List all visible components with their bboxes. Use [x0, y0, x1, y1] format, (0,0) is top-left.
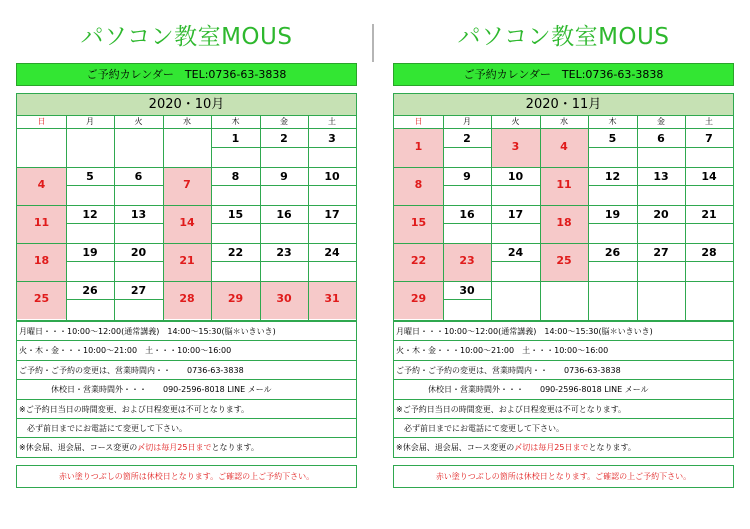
day-cell: [114, 205, 163, 243]
day-subline: [685, 223, 733, 224]
day-cell: [66, 167, 114, 205]
day-subline: [685, 185, 733, 186]
day-number: 15: [410, 216, 427, 229]
day-number: 14: [701, 170, 717, 183]
day-number: 28: [701, 246, 717, 259]
week-divider: [17, 205, 356, 206]
weekday-label: 金: [657, 117, 665, 126]
day-cell: [114, 167, 163, 205]
day-cell: [540, 281, 588, 319]
day-number: 24: [324, 246, 340, 259]
day-cell: [685, 205, 733, 243]
holiday-note: 赤い塗りつぶしの箇所は休校日となります。ご確認の上ご予約下さい。: [16, 465, 357, 488]
school-title: パソコン教室MOUS: [80, 24, 293, 50]
day-cell: [114, 243, 163, 281]
day-number: 6: [657, 132, 665, 145]
day-cell-holiday: [540, 167, 588, 205]
reservation-banner: ご予約カレンダー TEL:0736-63-3838: [16, 63, 357, 86]
day-cell: [114, 129, 163, 167]
day-number: 1: [231, 132, 240, 145]
day-subline: [114, 223, 163, 224]
day-subline: [443, 299, 491, 300]
day-subline: [588, 147, 637, 148]
day-cell: [588, 167, 637, 205]
calendar-grid: [16, 93, 357, 321]
day-number: 11: [556, 178, 572, 191]
weekday-label: 日: [37, 117, 46, 126]
week-row: [394, 129, 733, 167]
day-subline: [260, 223, 308, 224]
day-cell: [685, 129, 733, 167]
day-number: 17: [507, 208, 524, 221]
day-number: 18: [33, 254, 50, 267]
day-cell-holiday: [17, 205, 66, 243]
day-cell: [491, 205, 540, 243]
week-divider: [394, 281, 733, 282]
day-subline: [66, 223, 114, 224]
info-table: [16, 321, 357, 458]
day-number: 16: [459, 208, 475, 221]
day-cell-holiday: [17, 243, 66, 281]
day-number: 17: [324, 208, 340, 221]
column-divider: [308, 116, 309, 320]
day-number: 3: [511, 140, 520, 153]
day-cell-holiday: [491, 129, 540, 167]
day-number: 5: [608, 132, 617, 145]
weekday-label: 水: [560, 117, 568, 126]
day-number: 16: [276, 208, 292, 221]
school-title: パソコン教室MOUS: [457, 24, 670, 50]
day-cell: [308, 129, 356, 167]
day-cell: [685, 167, 733, 205]
day-cell: [308, 243, 356, 281]
day-cell-holiday: [394, 205, 443, 243]
day-cell: [260, 167, 308, 205]
day-cell: [260, 129, 308, 167]
day-number: 23: [276, 246, 292, 259]
day-number: 18: [556, 216, 572, 229]
day-number: 21: [179, 254, 195, 267]
weekday-label: 火: [134, 117, 143, 126]
day-number: 11: [33, 216, 50, 229]
day-number: 15: [227, 208, 244, 221]
day-cell-holiday: [394, 167, 443, 205]
day-subline: [211, 185, 260, 186]
day-subline: [588, 223, 637, 224]
day-number: 10: [324, 170, 340, 183]
info-row: 休校日・営業時間外・・・ 090-2596-8018 LINE メール: [17, 379, 356, 398]
column-divider: [540, 116, 541, 320]
day-cell: [211, 205, 260, 243]
day-cell-holiday: [540, 205, 588, 243]
day-subline: [685, 261, 733, 262]
day-number: 29: [227, 292, 244, 305]
day-cell: [637, 243, 685, 281]
day-number: 29: [410, 292, 427, 305]
column-divider: [260, 116, 261, 320]
day-cell: [588, 281, 637, 319]
day-cell-holiday: [443, 243, 491, 281]
day-cell-holiday: [540, 129, 588, 167]
column-divider: [685, 116, 686, 320]
day-cell: [163, 129, 211, 167]
reservation-banner: ご予約カレンダー TEL:0736-63-3838: [393, 63, 734, 86]
week-row: [394, 167, 733, 205]
week-divider: [394, 243, 733, 244]
day-number: 4: [37, 178, 46, 191]
page-divider: [372, 24, 374, 62]
day-cell: [211, 243, 260, 281]
day-cell: [260, 205, 308, 243]
day-number: 20: [653, 208, 669, 221]
day-cell-holiday: [163, 167, 211, 205]
info-table: [393, 321, 734, 458]
day-number: 21: [701, 208, 717, 221]
day-number: 24: [507, 246, 524, 259]
day-subline: [588, 261, 637, 262]
day-number: 26: [82, 284, 98, 297]
week-row: [17, 243, 356, 281]
day-number: 12: [604, 170, 621, 183]
day-number: 12: [82, 208, 98, 221]
day-subline: [66, 299, 114, 300]
day-cell-holiday: [308, 281, 356, 319]
day-number: 28: [179, 292, 195, 305]
day-subline: [637, 185, 685, 186]
day-subline: [308, 147, 356, 148]
day-cell: [66, 243, 114, 281]
day-number: 19: [82, 246, 98, 259]
calendar-grid: [393, 93, 734, 321]
day-cell: [66, 281, 114, 319]
day-number: 26: [604, 246, 621, 259]
day-subline: [211, 223, 260, 224]
weekday-label: 土: [328, 117, 336, 126]
weekday-label: 月: [463, 117, 471, 126]
day-cell: [588, 129, 637, 167]
day-cell: [637, 281, 685, 319]
day-subline: [491, 223, 540, 224]
day-number: 3: [328, 132, 336, 145]
day-number: 9: [280, 170, 288, 183]
day-cell-holiday: [163, 205, 211, 243]
week-divider: [17, 281, 356, 282]
day-number: 27: [130, 284, 147, 297]
weekday-row: [394, 116, 733, 129]
weekday-label: 月: [86, 117, 94, 126]
day-cell: [443, 281, 491, 319]
day-subline: [66, 185, 114, 186]
day-cell: [637, 129, 685, 167]
day-cell-holiday: [211, 281, 260, 319]
column-divider: [588, 116, 589, 320]
day-cell-holiday: [17, 167, 66, 205]
day-cell: [260, 243, 308, 281]
day-number: 13: [653, 170, 669, 183]
day-cell-holiday: [394, 243, 443, 281]
day-cell: [588, 243, 637, 281]
weekday-label: 日: [414, 117, 423, 126]
column-divider: [66, 116, 67, 320]
day-subline: [308, 223, 356, 224]
week-row: [394, 243, 733, 281]
weekday-label: 火: [511, 117, 520, 126]
day-cell: [66, 205, 114, 243]
column-divider: [491, 116, 492, 320]
weekday-label: 金: [280, 117, 288, 126]
weekday-label: 水: [183, 117, 191, 126]
day-subline: [637, 147, 685, 148]
day-number: 14: [179, 216, 195, 229]
info-row: ご予約・ご予約の変更は、営業時間内・・ 0736-63-3838: [17, 360, 356, 379]
day-subline: [588, 185, 637, 186]
weekday-label: 土: [705, 117, 713, 126]
day-cell-holiday: [163, 281, 211, 319]
info-row: 月曜日・・・10:00～12:00(通常講義) 14:00～15:30(脳＊いきいき): [394, 321, 733, 340]
day-number: 30: [276, 292, 292, 305]
day-cell-holiday: [260, 281, 308, 319]
info-row: ※ご予約日当日の時間変更、および日程変更は不可となります。: [394, 399, 733, 418]
day-number: 22: [227, 246, 244, 259]
day-number: 4: [560, 140, 568, 153]
day-cell: [211, 167, 260, 205]
column-divider: [211, 116, 212, 320]
day-subline: [260, 147, 308, 148]
day-cell: [588, 205, 637, 243]
day-cell: [443, 129, 491, 167]
week-divider: [394, 167, 733, 168]
week-row: [17, 205, 356, 243]
day-subline: [211, 147, 260, 148]
day-cell-holiday: [163, 243, 211, 281]
day-cell-holiday: [17, 281, 66, 319]
day-cell: [685, 243, 733, 281]
day-cell: [685, 281, 733, 319]
day-number: 25: [33, 292, 50, 305]
day-cell-holiday: [394, 129, 443, 167]
day-subline: [260, 185, 308, 186]
day-cell: [308, 205, 356, 243]
day-subline: [211, 261, 260, 262]
day-number: 23: [459, 254, 475, 267]
day-cell: [491, 281, 540, 319]
holiday-note: 赤い塗りつぶしの箇所は休校日となります。ご確認の上ご予約下さい。: [393, 465, 734, 488]
day-subline: [66, 261, 114, 262]
week-divider: [394, 205, 733, 206]
day-cell: [637, 205, 685, 243]
week-divider: [17, 167, 356, 168]
day-subline: [491, 261, 540, 262]
week-row: [17, 281, 356, 319]
column-divider: [163, 116, 164, 320]
week-divider: [17, 243, 356, 244]
day-number: 8: [231, 170, 240, 183]
day-number: 27: [653, 246, 669, 259]
info-row: 月曜日・・・10:00～12:00(通常講義) 14:00～15:30(脳＊いきいき): [17, 321, 356, 340]
day-cell: [211, 129, 260, 167]
deadline-highlight: 〆切は毎月25日まで: [137, 443, 212, 453]
day-number: 5: [86, 170, 94, 183]
day-number: 7: [705, 132, 713, 145]
week-row: [394, 205, 733, 243]
weekday-label: 木: [231, 117, 240, 126]
day-subline: [637, 223, 685, 224]
deadline-highlight: 〆切は毎月25日まで: [514, 443, 589, 453]
day-subline: [685, 147, 733, 148]
weekday-label: 木: [608, 117, 617, 126]
week-row: [394, 281, 733, 319]
week-row: [17, 167, 356, 205]
day-number: 9: [463, 170, 471, 183]
info-row: ※休会届、退会届、コース変更の〆切は毎月25日までとなります。: [394, 437, 733, 456]
day-cell-holiday: [394, 281, 443, 319]
day-number: 31: [324, 292, 340, 305]
day-cell: [308, 167, 356, 205]
day-subline: [443, 185, 491, 186]
day-cell: [637, 167, 685, 205]
info-row: 火・木・金・・・10:00～21:00 土・・・10:00～16:00: [394, 340, 733, 359]
day-subline: [308, 185, 356, 186]
info-row: ご予約・ご予約の変更は、営業時間内・・ 0736-63-3838: [394, 360, 733, 379]
day-number: 7: [183, 178, 191, 191]
day-cell: [443, 167, 491, 205]
info-row: ※ご予約日当日の時間変更、および日程変更は不可となります。: [17, 399, 356, 418]
day-number: 6: [134, 170, 143, 183]
day-number: 20: [130, 246, 147, 259]
column-divider: [637, 116, 638, 320]
day-cell-holiday: [540, 243, 588, 281]
day-cell: [491, 243, 540, 281]
day-subline: [491, 185, 540, 186]
day-number: 2: [280, 132, 288, 145]
day-subline: [443, 223, 491, 224]
day-number: 2: [463, 132, 471, 145]
info-row: 火・木・金・・・10:00～21:00 土・・・10:00～16:00: [17, 340, 356, 359]
day-cell: [443, 205, 491, 243]
day-subline: [308, 261, 356, 262]
info-row: 休校日・営業時間外・・・ 090-2596-8018 LINE メール: [394, 379, 733, 398]
day-subline: [260, 261, 308, 262]
day-cell: [491, 167, 540, 205]
day-cell: [114, 281, 163, 319]
day-number: 25: [556, 254, 572, 267]
day-number: 10: [507, 170, 524, 183]
info-row: ※休会届、退会届、コース変更の〆切は毎月25日までとなります。: [17, 437, 356, 456]
day-subline: [443, 147, 491, 148]
info-row: 必ず前日までにお電話にて変更して下さい。: [394, 418, 733, 437]
day-number: 22: [410, 254, 427, 267]
week-row: [17, 129, 356, 167]
column-divider: [443, 116, 444, 320]
column-divider: [114, 116, 115, 320]
day-subline: [114, 299, 163, 300]
day-cell: [66, 129, 114, 167]
info-row: 必ず前日までにお電話にて変更して下さい。: [17, 418, 356, 437]
day-number: 8: [414, 178, 423, 191]
day-subline: [637, 261, 685, 262]
month-header: 2020・10月: [17, 94, 356, 116]
day-number: 30: [459, 284, 475, 297]
day-number: 1: [414, 140, 423, 153]
day-number: 13: [130, 208, 147, 221]
day-subline: [114, 261, 163, 262]
month-header: 2020・11月: [394, 94, 733, 116]
day-cell: [17, 129, 66, 167]
weekday-row: [17, 116, 356, 129]
day-number: 19: [604, 208, 621, 221]
day-subline: [114, 185, 163, 186]
